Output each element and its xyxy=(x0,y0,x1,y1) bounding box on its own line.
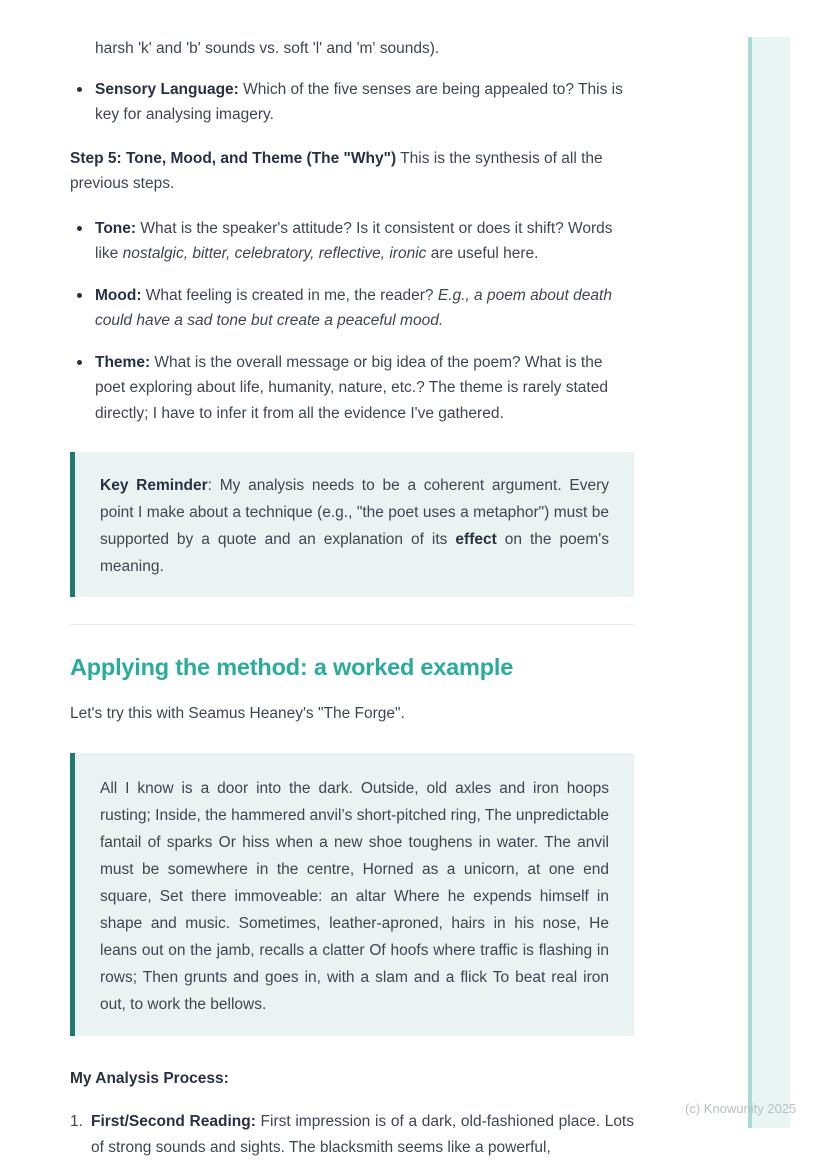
list-item-sensory-language xyxy=(70,77,634,128)
bullet-list-sound-devices xyxy=(70,77,634,128)
bullet-text: are useful here. xyxy=(426,245,539,262)
step5-paragraph xyxy=(70,146,634,197)
step5-text: This is the synthesis of all the previous steps. xyxy=(70,149,603,192)
analysis-process-heading: My Analysis Process: xyxy=(70,1069,229,1087)
list-item-body xyxy=(91,1109,634,1160)
document-content xyxy=(70,36,634,1160)
bullet-text: Which of the five senses are being appealed to? This is key for analysing imagery. xyxy=(95,80,623,123)
list-item-mood xyxy=(70,283,634,334)
section-intro-text: Let's try this with Seamus Heaney's "The Forge". xyxy=(70,705,405,722)
bullet-label: Theme: xyxy=(95,353,151,371)
bullet-text: What is the speaker's attitude? Is it consistent or does it shift? Words like xyxy=(95,219,613,262)
key-reminder-text xyxy=(100,472,609,580)
list-item-number: 1. xyxy=(70,1113,83,1130)
key-reminder-callout xyxy=(70,452,634,597)
bullet-list-tone-mood-theme xyxy=(70,216,634,427)
list-item-first-second-reading xyxy=(70,1109,634,1160)
bullet-text: What feeling is created in me, the reader? xyxy=(141,286,438,304)
bullet-label: Sensory Language: xyxy=(95,80,239,98)
list-item-tone xyxy=(70,216,634,267)
section-divider xyxy=(70,624,634,625)
key-reminder-emphasis: effect xyxy=(455,531,497,548)
key-reminder-body-end: on the poem's meaning. xyxy=(100,531,609,575)
poem-quote-callout xyxy=(70,753,634,1036)
analysis-numbered-list xyxy=(70,1109,634,1160)
bullet-italic-text: nostalgic, bitter, celebratory, reflective, ironic xyxy=(122,245,427,262)
key-reminder-body: : My analysis needs to be a coherent argument. Every point I make about a technique (e.g., "the poet uses a metaphor") must be supported by a quote and an explanation of its xyxy=(100,477,609,548)
bullet-label: Tone: xyxy=(95,219,137,237)
bullet-italic-text: E.g., a poem about death could have a sad tone but create a peaceful mood. xyxy=(95,286,612,329)
section-heading: Applying the method: a worked example xyxy=(70,654,514,680)
list-item-theme xyxy=(70,350,634,427)
bullet-label: Mood: xyxy=(95,286,142,304)
paragraph-continuation xyxy=(70,36,634,62)
continuation-text: harsh 'k' and 'b' sounds vs. soft 'l' and 'm' sounds). xyxy=(95,40,440,57)
list-item-text: First impression is of a dark, old-fashioned place. Lots of strong sounds and sights. The blacksmith seems like a powerful, xyxy=(91,1113,634,1156)
copyright-footer: (c) Knowunity 2025 xyxy=(685,1101,797,1116)
key-reminder-label: Key Reminder xyxy=(100,477,208,494)
step5-label: Step 5: Tone, Mood, and Theme (The "Why") xyxy=(70,149,397,167)
poem-text: All I know is a door into the dark. Outside, old axles and iron hoops rusting; Inside, the hammered anvil’s short-pitched ring, The unpredictable fantail of sparks Or hiss when a new shoe toughens in water. The anvil must be somewhere in the centre, Horned as a unicorn, at one end square, Set there immoveable: an altar Where he expends himself in shape and music. Sometimes, leather-aproned, hairs in his nose, He leans out on the jamb, recalls a clatter Of hoofs where traffic is flashing in rows; Then grunts and goes in, with a slam and a flick To beat real iron out, to work the bellows. xyxy=(100,779,609,1013)
page-edge-decoration xyxy=(748,37,790,1128)
list-item-label: First/Second Reading: xyxy=(91,1113,256,1130)
bullet-text: What is the overall message or big idea of the poem? What is the poet exploring about life, humanity, nature, etc.? The theme is rarely stated directly; I have to infer it from all the evidence I've gathered. xyxy=(95,353,608,422)
